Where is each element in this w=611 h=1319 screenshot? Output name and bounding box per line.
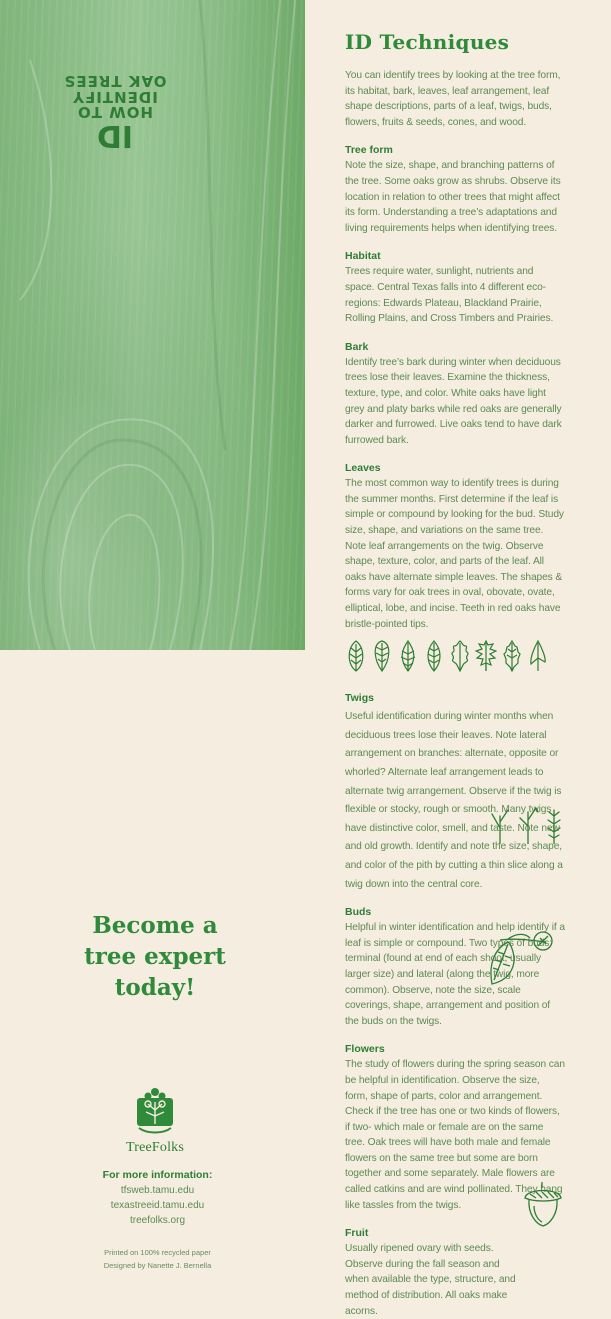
section-title-twigs: Twigs <box>345 692 374 705</box>
promo-heading <box>40 910 270 1003</box>
promo-line-1: Become a <box>92 912 218 939</box>
leaf-toothed-icon <box>501 640 523 672</box>
treefolks-logo-icon <box>135 1086 175 1136</box>
section-title-habitat: Habitat <box>345 250 381 263</box>
leaf-narrow-icon <box>527 640 549 672</box>
credits-designer: Designed by Nanette J. Bernella <box>103 1261 212 1270</box>
treefolks-logo-text: TreeFolks <box>125 1140 185 1155</box>
promo-line-2: tree expert <box>84 943 226 970</box>
bud-illustration-icon <box>486 928 556 990</box>
leaf-obovate-icon <box>371 640 393 672</box>
section-title-fruit: Fruit <box>345 1227 369 1240</box>
leaf-ovate-icon <box>397 640 419 672</box>
section-title-tree-form: Tree form <box>345 144 393 157</box>
leaf-lobed-icon <box>449 640 471 672</box>
credits-block <box>60 1246 255 1272</box>
contact-link-texastreeid[interactable]: texastreeid.tamu.edu <box>110 1200 205 1211</box>
leaf-oval-icon <box>345 640 367 672</box>
section-text-flowers: The study of flowers during the spring season can be helpful in identification. Observe the size, form, shape of parts, color and arrangement. Check if the tree has one or two kinds of flowers, if two- which male or female are on the same tree. Oak trees will have both male and female flowers on the same tree but some are born together and some separately. Male flowers are called catkins and are wind pollinated. They hang like tassles from the twigs. <box>345 1059 565 1211</box>
section-text-habitat: Trees require water, sunlight, nutrients and space. Central Texas falls into 4 different eco-regions: Edwards Plateau, Blackland Prairie, Rolling Plains, and Cross Timbers and Prairies. <box>345 266 554 325</box>
id-techniques-column <box>345 30 565 1319</box>
cover-title <box>60 72 170 151</box>
acorn-illustration-icon <box>522 1180 564 1228</box>
section-text-leaves: The most common way to identify trees is during the summer months. First determine if the leaf is simple or compound by looking for the bud. Study size, shape, and variations on the same tree. Note leaf arrangements on the twig. Observe shape, texture, color, and parts of the leaf. All oaks have alternate simple leaves. The shapes & forms vary for oak trees in oval, obovate, ovate, elliptical, lobe, and incise. Teeth in red oaks have bristle-pointed tips. <box>345 478 564 630</box>
leaf-incised-icon <box>475 640 497 672</box>
contact-heading: For more information: <box>102 1169 213 1181</box>
section-title-buds: Buds <box>345 906 372 919</box>
contact-link-treefolks[interactable]: treefolks.org <box>129 1215 186 1226</box>
cover-title-line2: HOW TO <box>76 103 154 122</box>
intro-paragraph: You can identify trees by looking at the tree form, its habitat, bark, leaves, leaf arrangement, leaf shape descriptions, parts of a leaf, twigs, buds, flowers, fruits & seeds, cones, and wood. <box>345 70 561 128</box>
cover-title-line4: OAK TREES <box>63 71 167 90</box>
id-techniques-heading: ID Techniques <box>345 30 510 54</box>
cover-title-id: ID <box>96 117 134 153</box>
contact-link-tfsweb[interactable]: tfsweb.tamu.edu <box>120 1185 195 1196</box>
section-title-leaves: Leaves <box>345 462 381 475</box>
section-text-buds: Helpful in winter identification and help identify if a leaf is simple or compound. Two types of buds: terminal (found at end of each shoot, usually larger size) and lateral (along the twig, more common). Observe, note the size, scale coverings, shape, arrangement and position of the buds on the twigs. <box>345 922 565 1027</box>
section-title-bark: Bark <box>345 340 369 353</box>
credits-recycled: Printed on 100% recycled paper <box>104 1248 211 1257</box>
promo-line-3: today! <box>114 974 196 1001</box>
section-text-bark: Identify tree’s bark during winter when deciduous trees lose their leaves. Examine the thickness, texture, type, and color. White oaks have light grey and platy barks while red oaks are generally darker and furrowed. Live oaks tend to have dark furrowed bark. <box>345 356 562 446</box>
section-title-flowers: Flowers <box>345 1043 385 1056</box>
wood-cover-panel <box>0 0 305 650</box>
leaf-shapes-row <box>345 640 565 672</box>
contact-block <box>60 1168 255 1228</box>
leaf-elliptical-icon <box>423 640 445 672</box>
section-text-tree-form: Note the size, shape, and branching patterns of the tree. Some oaks grow as shrubs. Observe its location in relation to other trees that might affect its form. Understanding a tree’s adaptations and living requirements helps when identifying trees. <box>345 160 561 234</box>
twig-illustration-icon <box>488 806 566 844</box>
section-text-twigs: Useful identification during winter months when deciduous trees lose their leaves. Note lateral arrangement on branches: alternate, opposite or whorled? Alternate leaf arrangement leads to alternate twig arrangement. Observe if the twig is flexible or stocky, rough or smooth. Many twigs have distinctive color, smell, and taste. Note new and old growth. Identify and note the size, shape, and color of the pith by cutting a thin slice along a twig down into the central core. <box>345 711 563 890</box>
cover-title-line3: IDENTIFY <box>72 87 158 106</box>
section-text-fruit: Usually ripened ovary with seeds. Observe during the fall season and when available the type, structure, and method of distribution. All oaks make acorns. <box>345 1243 516 1317</box>
